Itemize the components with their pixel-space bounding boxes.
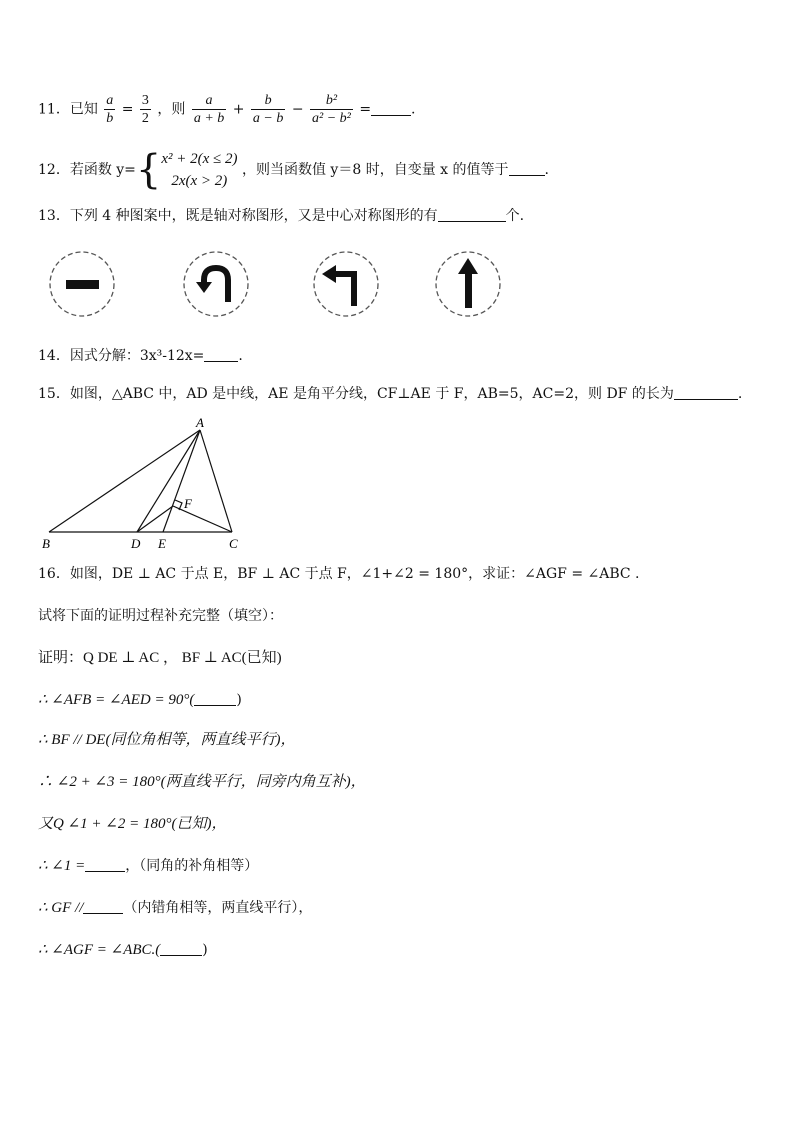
q11-frac-a-b: $\frac{a}{b}$	[106, 93, 114, 126]
q16-blank-2[interactable]	[85, 857, 125, 872]
q16-proof-line-4: ∴ ∠2 + ∠3 = 180°(两直线平行，同旁内角互补)，	[38, 774, 366, 790]
q15-end: .	[737, 386, 743, 402]
q11-minus: −	[291, 101, 304, 118]
q14-end: .	[238, 348, 243, 364]
q16-proof-line-6: ∴ ∠1 = ，（同角的补角相等）	[38, 858, 259, 874]
q12-case1: x² + 2(x ≤ 2)	[161, 151, 238, 167]
q16-proof-line-3: ∴ BF // DE(同位角相等，两直线平行)，	[38, 732, 296, 748]
label-b: B	[42, 536, 50, 551]
label-d: D	[131, 536, 141, 551]
q16-blank-4[interactable]	[160, 941, 202, 956]
q13-figures	[0, 240, 794, 330]
q11-equals: =	[121, 101, 134, 118]
q11-plus: +	[232, 101, 245, 118]
sign-straight-icon	[436, 252, 500, 316]
q11-then: ，则	[157, 101, 186, 118]
q13-line	[38, 206, 524, 226]
q16-blank-1[interactable]	[194, 691, 236, 706]
q12-case2: 2x(x > 2)	[171, 173, 228, 189]
label-a: A	[196, 415, 204, 430]
q12-answer-blank[interactable]	[509, 161, 545, 176]
q16-blank-3[interactable]	[83, 899, 123, 914]
label-c: C	[229, 536, 238, 551]
q12-brace: {	[135, 147, 162, 193]
q12-suffix: ，则当函数值 y＝8 时，自变量 x 的值等于	[241, 162, 509, 178]
q16-proof-line-7: ∴ GF // （内错角相等，两直线平行），	[38, 900, 313, 916]
q12-cases	[161, 148, 237, 192]
q11-frac-g2: $\frac{b}{a - b}$	[252, 93, 284, 126]
q12-end: .	[544, 162, 549, 178]
sign-turn-left-icon	[314, 252, 378, 316]
q11-end: .	[411, 101, 416, 118]
q12-prefix: 12．若函数 y=	[38, 162, 136, 178]
q16-proof-line-2: ∴ ∠AFB = ∠AED = 90°( )	[38, 692, 242, 708]
q11-line	[38, 92, 416, 127]
q11-tail: =	[359, 101, 372, 118]
q15-answer-blank[interactable]	[674, 385, 738, 400]
q12-line	[38, 148, 549, 192]
q16-intro: 16．如图，DE ⊥ AC 于点 E，BF ⊥ AC 于点 F，∠1+∠2 = 180°，求证：∠AGF = ∠ABC .	[38, 566, 640, 582]
segment-ab	[49, 430, 200, 532]
q13-end: 个.	[505, 208, 525, 224]
q13-answer-blank[interactable]	[438, 207, 506, 222]
q16-proof-line-1: 证明：Q DE ⊥ AC ， BF ⊥ AC(已知)	[38, 650, 282, 666]
q11-answer-blank[interactable]	[371, 101, 411, 116]
q11-frac-g3: $\frac{\text{b²}}{\text{a² − b²}}$	[312, 93, 351, 126]
q16-proof-line-5: 又Q ∠1 + ∠2 = 180°(已知)，	[38, 816, 227, 832]
q11-frac-g1: $\frac{a}{a + b}$	[193, 93, 225, 126]
segment-ac	[200, 430, 232, 532]
q11-frac-3-2: $\frac{3}{2}$	[141, 93, 149, 126]
q15-text: 15．如图，△ABC 中，AD 是中线，AE 是角平分线，CF⊥AE 于 F，AB=5，AC=2，则 DF 的长为	[38, 386, 674, 402]
q13-text: 13．下列 4 种图案中，既是轴对称图形，又是中心对称图形的有	[38, 208, 438, 224]
q14-line	[38, 346, 243, 366]
q14-answer-blank[interactable]	[204, 347, 238, 362]
q15-line	[38, 384, 742, 404]
q11-prefix: 11．已知	[38, 101, 98, 118]
label-f: F	[184, 496, 192, 511]
sign-minus-icon	[50, 252, 114, 316]
q15-triangle-figure	[30, 410, 330, 560]
segment-cf	[173, 506, 232, 532]
sign-u-turn-icon	[184, 252, 248, 316]
q16-proof-line-8: ∴ ∠AGF = ∠ABC.( )	[38, 942, 208, 958]
q14-text: 14．因式分解：3x³-12x=	[38, 348, 205, 364]
q16-instruction: 试将下面的证明过程补充完整（填空）：	[38, 608, 283, 624]
label-e: E	[158, 536, 166, 551]
